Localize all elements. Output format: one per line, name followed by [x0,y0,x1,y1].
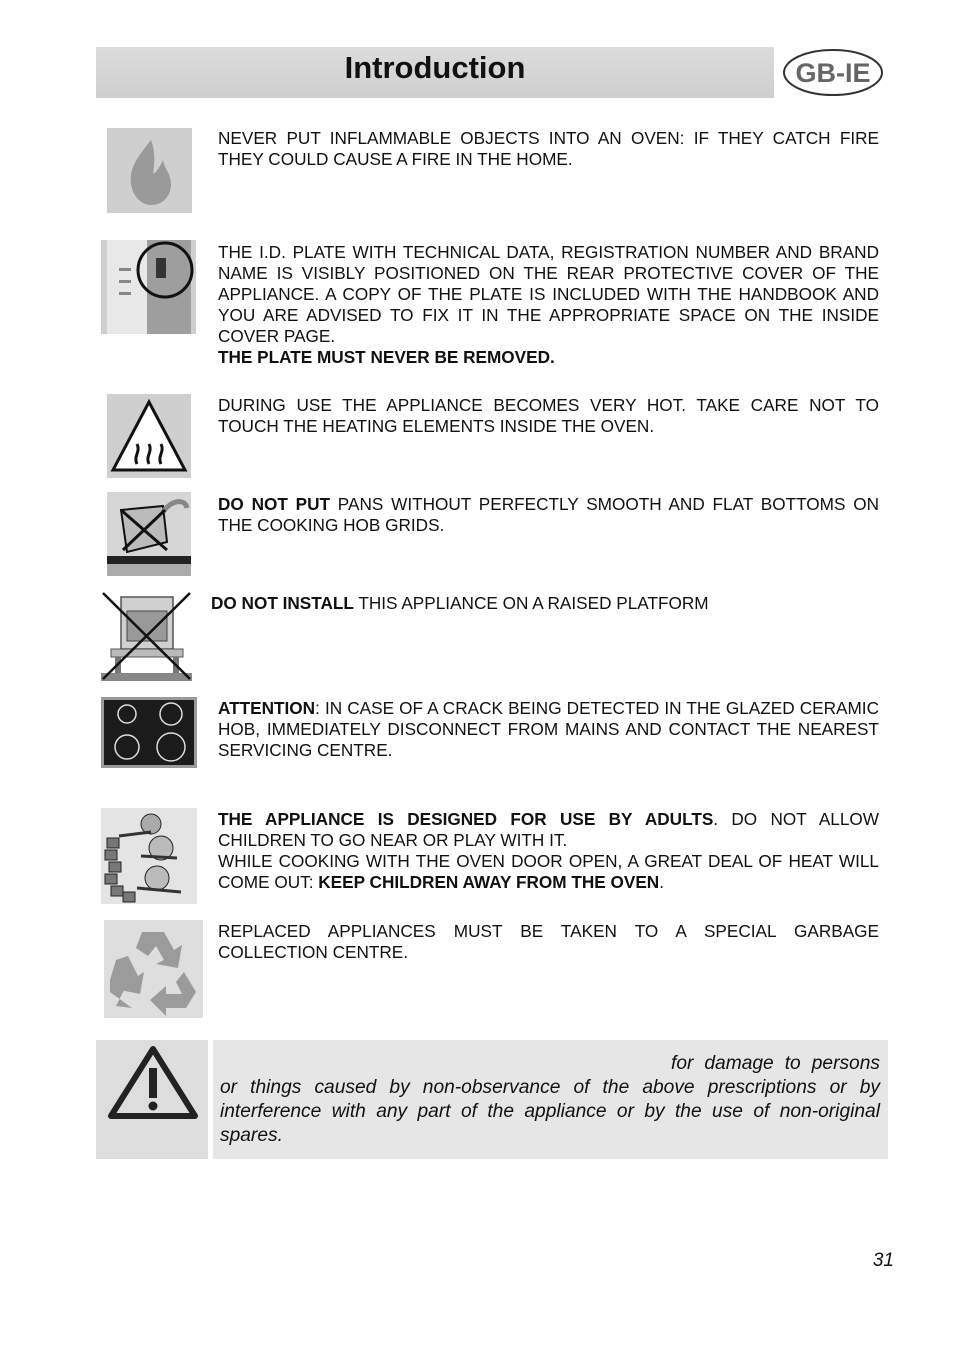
language-badge [782,48,884,97]
notice-text-7 [218,809,879,893]
notice-text-4 [218,494,879,536]
adults-text: . DO NOT ALLOW CHILDREN TO GO NEAR OR PLAY WITH IT. [218,809,879,850]
hot-surface-icon [107,394,191,478]
heat-end: . [659,872,664,892]
keep-children-bold: KEEP CHILDREN AWAY FROM THE OVEN [318,872,660,892]
page-number: 31 [872,1250,894,1271]
notice-text-6 [218,698,879,761]
hob-bold: ATTENTION [218,698,316,718]
page-title: Introduction [344,50,526,85]
ceramic-hob-icon [101,697,197,768]
disclaimer-text-panel [213,1040,888,1159]
pan-crossed-icon [107,492,191,576]
heat-text: WHILE COOKING WITH THE OVEN DOOR OPEN, A GREAT DEAL OF HEAT WILL COME OUT: [218,851,879,892]
notice-text-3: DURING USE THE APPLIANCE BECOMES VERY HOT. TAKE CARE NOT TO TOUCH THE HEATING ELEMENTS INSIDE THE OVEN. [218,395,879,436]
disclaimer-text: for damage to persons or things caused by non-observance of the above prescriptions or by interference with any part of the appliance or by the use of non-original spares. [220,1053,880,1146]
adults-bold: THE APPLIANCE IS DESIGNED FOR USE BY ADULTS [218,809,714,829]
id-plate-icon [101,240,196,334]
children-icon [101,808,197,904]
id-plate-bold: THE PLATE MUST NEVER BE REMOVED. [218,347,555,367]
pan-bold: DO NOT PUT [218,494,331,514]
notice-text-1: NEVER PUT INFLAMMABLE OBJECTS INTO AN OVEN: IF THEY CATCH FIRE THEY COULD CAUSE A FIRE IN THE HOME. [218,128,879,169]
notice-text-8: REPLACED APPLIANCES MUST BE TAKEN TO A SPECIAL GARBAGE COLLECTION CENTRE. [218,921,879,962]
pan-text: PANS WITHOUT PERFECTLY SMOOTH AND FLAT BOTTOMS ON THE COOKING HOB GRIDS. [218,494,879,535]
platform-text: THIS APPLIANCE ON A RAISED PLATFORM [353,593,709,613]
warning-triangle-icon [96,1040,208,1159]
hob-text: : IN CASE OF A CRACK BEING DETECTED IN THE GLAZED CERAMIC HOB, IMMEDIATELY DISCONNECT FROM MAINS AND CONTACT THE NEAREST SERVICING CENTRE. [218,698,879,760]
raised-platform-crossed-icon [101,591,192,681]
notice-text-2 [218,242,879,368]
flame-icon [107,128,192,213]
platform-bold: DO NOT INSTALL [211,593,354,613]
id-plate-text: THE I.D. PLATE WITH TECHNICAL DATA, REGISTRATION NUMBER AND BRAND NAME IS VISIBLY POSITIONED ON THE REAR PROTECTIVE COVER OF THE APPLIANCE. A COPY OF THE PLATE IS INCLUDED WITH THE HANDBOOK AND YOU ARE ADVISED TO FIX IT IN THE APPROPRIATE SPACE ON THE INSIDE COVER PAGE. [218,242,879,346]
recycle-icon [104,920,203,1018]
badge-label: GB-IE [795,58,871,88]
disclaimer-box [96,1040,888,1159]
notice-text-5 [211,593,872,614]
page-header [96,47,774,98]
